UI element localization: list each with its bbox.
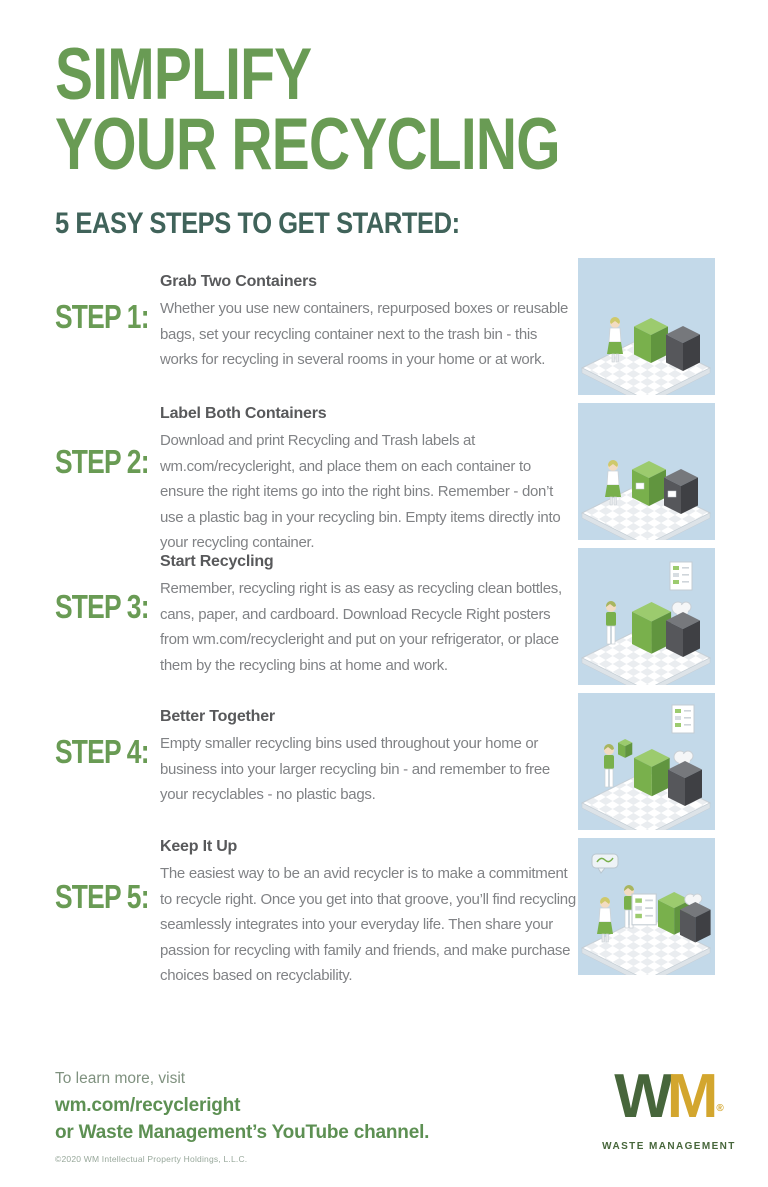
person-icon: [604, 744, 614, 787]
step-2-label: STEP 2:: [55, 443, 149, 480]
footer-learn-more-text: To learn more, visit: [55, 1070, 186, 1087]
step-2-heading: Label Both Containers: [160, 405, 327, 422]
step-4-label: STEP 4:: [55, 733, 149, 770]
illustration-column: [578, 258, 715, 983]
registered-trademark-icon: ®: [716, 1103, 724, 1114]
recycling-bin-icon: [632, 602, 671, 654]
step-2-body: Download and print Recycling and Trash labels at wm.com/recycleright, and place them on each container to ensure the right items go into the right bins. Remember - don’t use a plastic bag in your recycling bin. Empty items directly into your recycling container.: [160, 432, 561, 551]
isometric-scene-labels: [578, 403, 715, 540]
step-row-5: [55, 838, 578, 983]
step-1-text: [160, 258, 578, 373]
isometric-scene-start: [578, 548, 715, 685]
speech-bubble-icon: [592, 854, 618, 873]
step-5-body: The easiest way to be an avid recycler is to make a commitment to recycle right. Once you get into that groove, you’ll find recycling seamlessly integrates into your everyday life. Then share your passion for recycling with family and friends, and make purchase choices based on recyclability.: [160, 865, 576, 984]
checklist-icon: [632, 894, 656, 925]
step-2-illustration: [578, 403, 715, 540]
trash-bin-icon: [668, 761, 702, 806]
page-title: [55, 34, 702, 185]
recycling-bin-icon: [634, 749, 670, 796]
step-1-illustration: [578, 258, 715, 395]
wm-logo-letters: [598, 1062, 740, 1138]
step-5-text: [160, 838, 578, 989]
title-line-1: SIMPLIFY: [55, 34, 312, 115]
step-1-label: STEP 1:: [55, 298, 149, 335]
step-row-1: [55, 258, 578, 403]
small-recycling-bin-icon: [618, 739, 632, 758]
step-3-heading: Start Recycling: [160, 553, 274, 570]
step-row-3: [55, 548, 578, 693]
subtitle: 5 EASY STEPS TO GET STARTED:: [55, 207, 460, 240]
poster-icon: [672, 705, 694, 733]
step-4-body: Empty smaller recycling bins used throughout your home or business into your larger recycling bin - and remember to free your recyclables - no plastic bags.: [160, 735, 550, 803]
logo-letter-m: M: [666, 1062, 713, 1131]
step-5-heading: Keep It Up: [160, 838, 238, 855]
trash-bin-icon: [666, 612, 700, 657]
title-line-2: YOUR RECYCLING: [55, 104, 560, 185]
footer-copyright: ©2020 WM Intellectual Property Holdings, L.L.C.: [55, 1154, 248, 1164]
footer: [55, 1070, 429, 1164]
step-5-illustration: [578, 838, 715, 975]
step-4-text: [160, 693, 578, 808]
trash-bin-icon: [680, 902, 711, 943]
trash-bin-icon: [666, 326, 700, 371]
step-4-illustration: [578, 693, 715, 830]
step-1-heading: Grab Two Containers: [160, 273, 317, 290]
poster-icon: [670, 562, 692, 590]
isometric-scene-keep-it-up: [578, 838, 715, 975]
step-row-4: [55, 693, 578, 838]
trash-label-icon: [668, 491, 676, 497]
person-icon: [606, 601, 616, 644]
step-1-body: Whether you use new containers, repurposed boxes or reusable bags, set your recycling container next to the trash bin - this works for recycling in several rooms in your home or at work.: [160, 300, 569, 368]
wm-logo: [598, 1062, 740, 1152]
isometric-scene-bins: [578, 258, 715, 395]
recycling-bin-icon: [634, 318, 668, 363]
step-4-heading: Better Together: [160, 708, 275, 725]
footer-channel-text: or Waste Management’s YouTube channel.: [55, 1122, 430, 1143]
step-2-text: [160, 403, 578, 556]
step-3-body: Remember, recycling right is as easy as recycling clean bottles, cans, paper, and cardboard. Download Recycle Right posters from wm.com/recycleright and put on your refrigerator, or place them by the recycling bins at home and work.: [160, 580, 562, 674]
step-3-text: [160, 548, 578, 678]
logo-letter-w: W: [614, 1062, 667, 1131]
footer-url-text: wm.com/recycleright: [55, 1095, 241, 1116]
step-5-label: STEP 5:: [55, 878, 149, 915]
step-3-label: STEP 3:: [55, 588, 149, 625]
recycling-label-icon: [636, 483, 644, 489]
step-row-2: [55, 403, 578, 551]
step-3-illustration: [578, 548, 715, 685]
isometric-scene-together: [578, 693, 715, 830]
steps-list: [55, 258, 578, 983]
wm-logo-wordmark: WASTE MANAGEMENT: [602, 1140, 736, 1152]
